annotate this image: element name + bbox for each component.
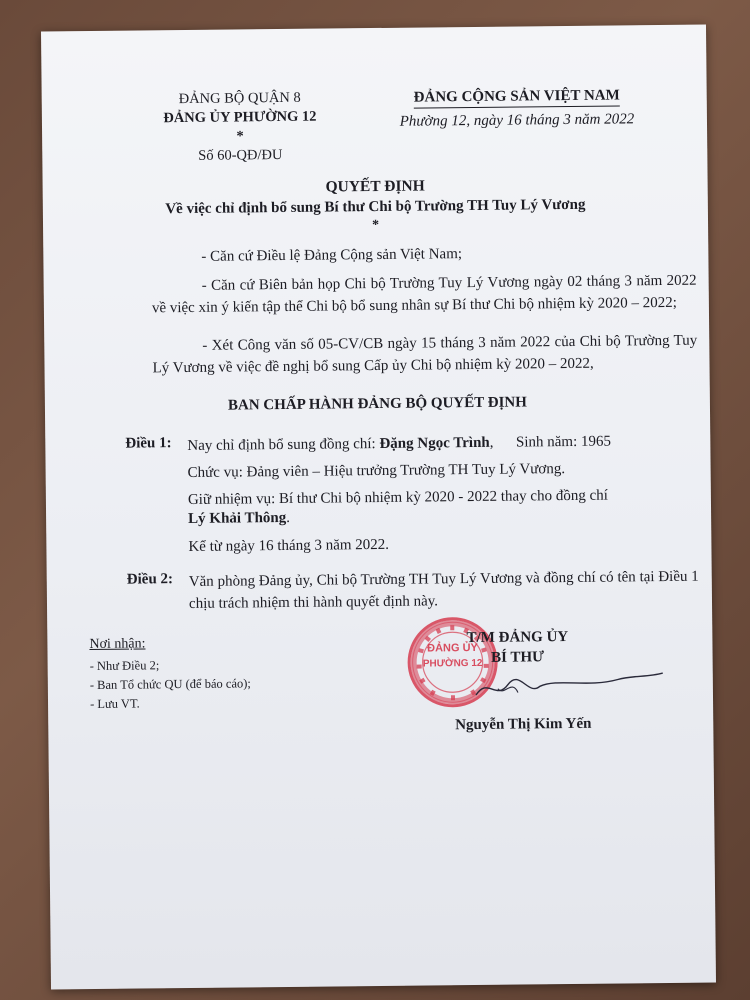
decision-heading: BAN CHẤP HÀNH ĐẢNG BỘ QUYẾT ĐỊNH (227, 394, 527, 414)
ground-2: - Căn cứ Biên bản họp Chi bộ Trường Tuy Lý Vương ngày 02 tháng 3 năm 2022 về việc xin ý kiến tập thể Chi bộ bổ sung nhân sự Bí thư Chi bộ nhiệm kỳ 2020 – 2022; (151, 272, 697, 317)
decision-subject: Về việc chỉ định bổ sung Bí thư Chi bộ Trường TH Tuy Lý Vương (165, 196, 586, 218)
handwritten-signature-icon (468, 665, 668, 707)
place-date: Phường 12, ngày 16 tháng 3 năm 2022 (399, 111, 635, 130)
document-page (41, 25, 716, 990)
doc-number: Số 60-QĐ/ĐU (198, 146, 283, 164)
party-title: ĐẢNG CỘNG SẢN VIỆT NAM (414, 85, 620, 108)
article-1-effective: Kể từ ngày 16 tháng 3 năm 2022. (188, 536, 390, 555)
issuer-parent: ĐẢNG BỘ QUẬN 8 (178, 89, 301, 108)
subject-star: * (371, 217, 380, 234)
seal-center-line2: PHƯỜNG 12 (422, 657, 483, 670)
article-1-line1 (187, 430, 697, 457)
replaced-period: . (286, 509, 291, 526)
article-1-position: Chức vụ: Đảng viên – Hiệu trưởng Trường TH Tuy Lý Vương. (187, 461, 566, 481)
appointee-name: Đặng Ngọc Trình (379, 434, 490, 452)
signer-name: Nguyễn Thị Kim Yến (455, 715, 592, 734)
sign-on-behalf: T/M ĐẢNG ỦY (466, 629, 569, 647)
recipient-3: - Lưu VT. (89, 696, 140, 712)
article-1-label: Điều 1: (125, 435, 172, 452)
article-2-text: Văn phòng Đảng ủy, Chi bộ Trường TH Tuy Lý Vương và đồng chí có tên tại Điều 1 chịu trách nhiệm thi hành quyết định này. (188, 568, 699, 612)
sign-title: BÍ THƯ (491, 649, 545, 666)
ground-1: - Căn cứ Điều lệ Đảng Cộng sản Việt Nam; (201, 246, 463, 265)
article-1-birth: , Sinh năm: 1965 (489, 433, 612, 451)
party-block (387, 85, 647, 132)
article-1-duty: Giữ nhiệm vụ: Bí thư Chi bộ nhiệm kỳ 2020 - 2022 thay cho đồng chí (187, 487, 608, 508)
article-1-prefix: Nay chỉ định bổ sung đồng chí: (187, 435, 380, 454)
recipients-heading: Nơi nhận: (89, 636, 146, 653)
recipient-2: - Ban Tổ chức QU (để báo cáo); (89, 676, 251, 693)
issuer-block (150, 88, 331, 166)
issuer-star: * (236, 128, 244, 145)
replaced-name: Lý Khải Thông (188, 509, 287, 527)
ground-3: - Xét Công văn số 05-CV/CB ngày 15 tháng 3 năm 2022 của Chi bộ Trường Tuy Lý Vương về việc đề nghị bổ sung Cấp ủy Chi bộ nhiệm kỳ 2020 – 2022, (152, 332, 698, 377)
issuer-name: ĐẢNG ỦY PHƯỜNG 12 (163, 108, 317, 127)
decision-title: QUYẾT ĐỊNH (325, 177, 425, 196)
article-2-label: Điều 2: (126, 571, 174, 588)
recipient-1: - Như Điều 2; (89, 658, 160, 674)
seal-center-line1: ĐẢNG ỦY (427, 641, 478, 655)
article-1-replaced-line (188, 503, 698, 530)
